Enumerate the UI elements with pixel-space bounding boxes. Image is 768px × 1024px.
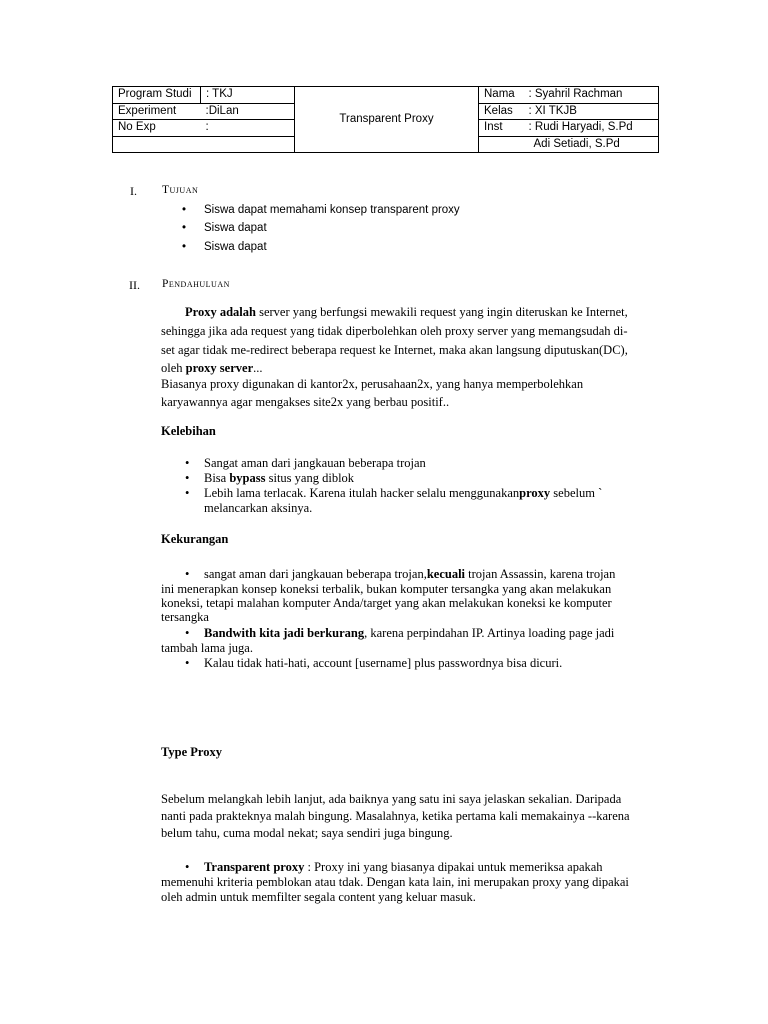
type-proxy-heading: Type Proxy (161, 745, 222, 759)
transparent-proxy-cont: oleh admin untuk memfilter segala content yang keluar masuk. (161, 890, 476, 904)
transparent-proxy-cont: memenuhi kriteria pemblokan atau tdak. Dengan kata lain, ini merupakan proxy yang dipakai (161, 875, 629, 889)
bullet-icon: • (185, 656, 190, 670)
experiment-value: :DiLan (201, 103, 295, 120)
section-number: II. (129, 278, 140, 292)
type-proxy-line: Sebelum melangkah lebih lanjut, ada baiknya yang satu ini saya jelaskan sekalian. Daripada (161, 792, 622, 806)
tujuan-item: Siswa dapat (204, 241, 267, 253)
kekurangan-item-cont: tersangka (161, 610, 209, 624)
tujuan-item: Siswa dapat (204, 222, 267, 234)
type-proxy-line: nanti pada prakteknya malah bingung. Masalahnya, ketika pertama kali memakainya --karena (161, 809, 630, 823)
kekurangan-item: sangat aman dari jangkauan beberapa trojan,kecuali trojan Assassin, karena trojan (204, 567, 616, 581)
bullet-icon: • (185, 471, 190, 485)
no-exp-value: : (201, 120, 295, 137)
kelebihan-heading: Kelebihan (161, 424, 216, 438)
bullet-icon: • (185, 567, 190, 581)
program-studi-label: Program Studi (113, 87, 201, 104)
header-table (112, 86, 659, 153)
intro-line: sehingga jika ada request yang tidak diperbolehkan oleh proxy server yang memangsudah di- (161, 324, 628, 338)
kekurangan-item-cont: ini menerapkan konsep koneksi terbalik, bukan komputer tersangka yang akan melakukan (161, 582, 612, 596)
bullet-icon: • (185, 626, 190, 640)
kelebihan-item: Lebih lama terlacak. Karena itulah hacker selalu menggunakanproxy sebelum ` (204, 486, 603, 500)
intro-line: oleh proxy server... (161, 361, 263, 375)
kelas-label: Kelas (479, 103, 524, 120)
kekurangan-heading: Kekurangan (161, 532, 229, 546)
kelebihan-item-cont: melancarkan aksinya. (204, 501, 313, 515)
kekurangan-item: Kalau tidak hati-hati, account [username] plus passwordnya bisa dicuri. (204, 656, 563, 670)
empty-cell-inst (479, 136, 524, 153)
type-proxy-line: belum tahu, cuma modal nekat; saya sendiri juga bingung. (161, 826, 453, 840)
intro-line: karyawannya agar mengakses site2x yang berbau positif.. (161, 395, 450, 409)
program-studi-value: : TKJ (201, 87, 295, 104)
section-number: I. (130, 184, 137, 198)
kekurangan-item: Bandwith kita jadi berkurang, karena perpindahan IP. Artinya loading page jadi (204, 626, 615, 640)
tujuan-item: Siswa dapat memahami konsep transparent proxy (204, 204, 460, 216)
empty-cell (113, 136, 295, 153)
intro-line: Proxy adalah server yang berfungsi mewakili request yang ingin diteruskan ke Internet, (185, 305, 628, 319)
kelebihan-item: Bisa bypass situs yang diblok (204, 471, 355, 485)
kelebihan-item: Sangat aman dari jangkauan beberapa trojan (204, 456, 426, 470)
bullet-icon: • (182, 204, 187, 216)
document-title: Transparent Proxy (295, 87, 479, 153)
bullet-icon: • (185, 486, 190, 500)
nama-value: : Syahril Rachman (524, 87, 659, 104)
inst-label: Inst (479, 120, 524, 137)
nama-label: Nama (479, 87, 524, 104)
section-title-tujuan: Tujuan (162, 184, 199, 196)
transparent-proxy-item: Transparent proxy : Proxy ini yang biasanya dipakai untuk memeriksa apakah (204, 860, 603, 874)
kelas-value: : XI TKJB (524, 103, 659, 120)
kekurangan-item-cont: koneksi, tetapi malahan komputer Anda/target yang akan melakukan koneksi ke komputer (161, 596, 612, 610)
inst-value: : Rudi Haryadi, S.Pd (524, 120, 659, 137)
inst-value-2: Adi Setiadi, S.Pd (524, 136, 659, 153)
kekurangan-item-cont: tambah lama juga. (161, 641, 253, 655)
bullet-icon: • (185, 456, 190, 470)
intro-line: Biasanya proxy digunakan di kantor2x, perusahaan2x, yang hanya memperbolehkan (161, 377, 584, 391)
section-title-pendahuluan: Pendahuluan (162, 278, 230, 290)
intro-line: set agar tidak me-redirect beberapa request ke Internet, maka akan langsung diputuskan(DC), (161, 343, 628, 357)
experiment-label: Experiment (113, 103, 201, 120)
bullet-icon: • (182, 241, 187, 253)
bullet-icon: • (182, 222, 187, 234)
no-exp-label: No Exp (113, 120, 201, 137)
bullet-icon: • (185, 860, 190, 874)
